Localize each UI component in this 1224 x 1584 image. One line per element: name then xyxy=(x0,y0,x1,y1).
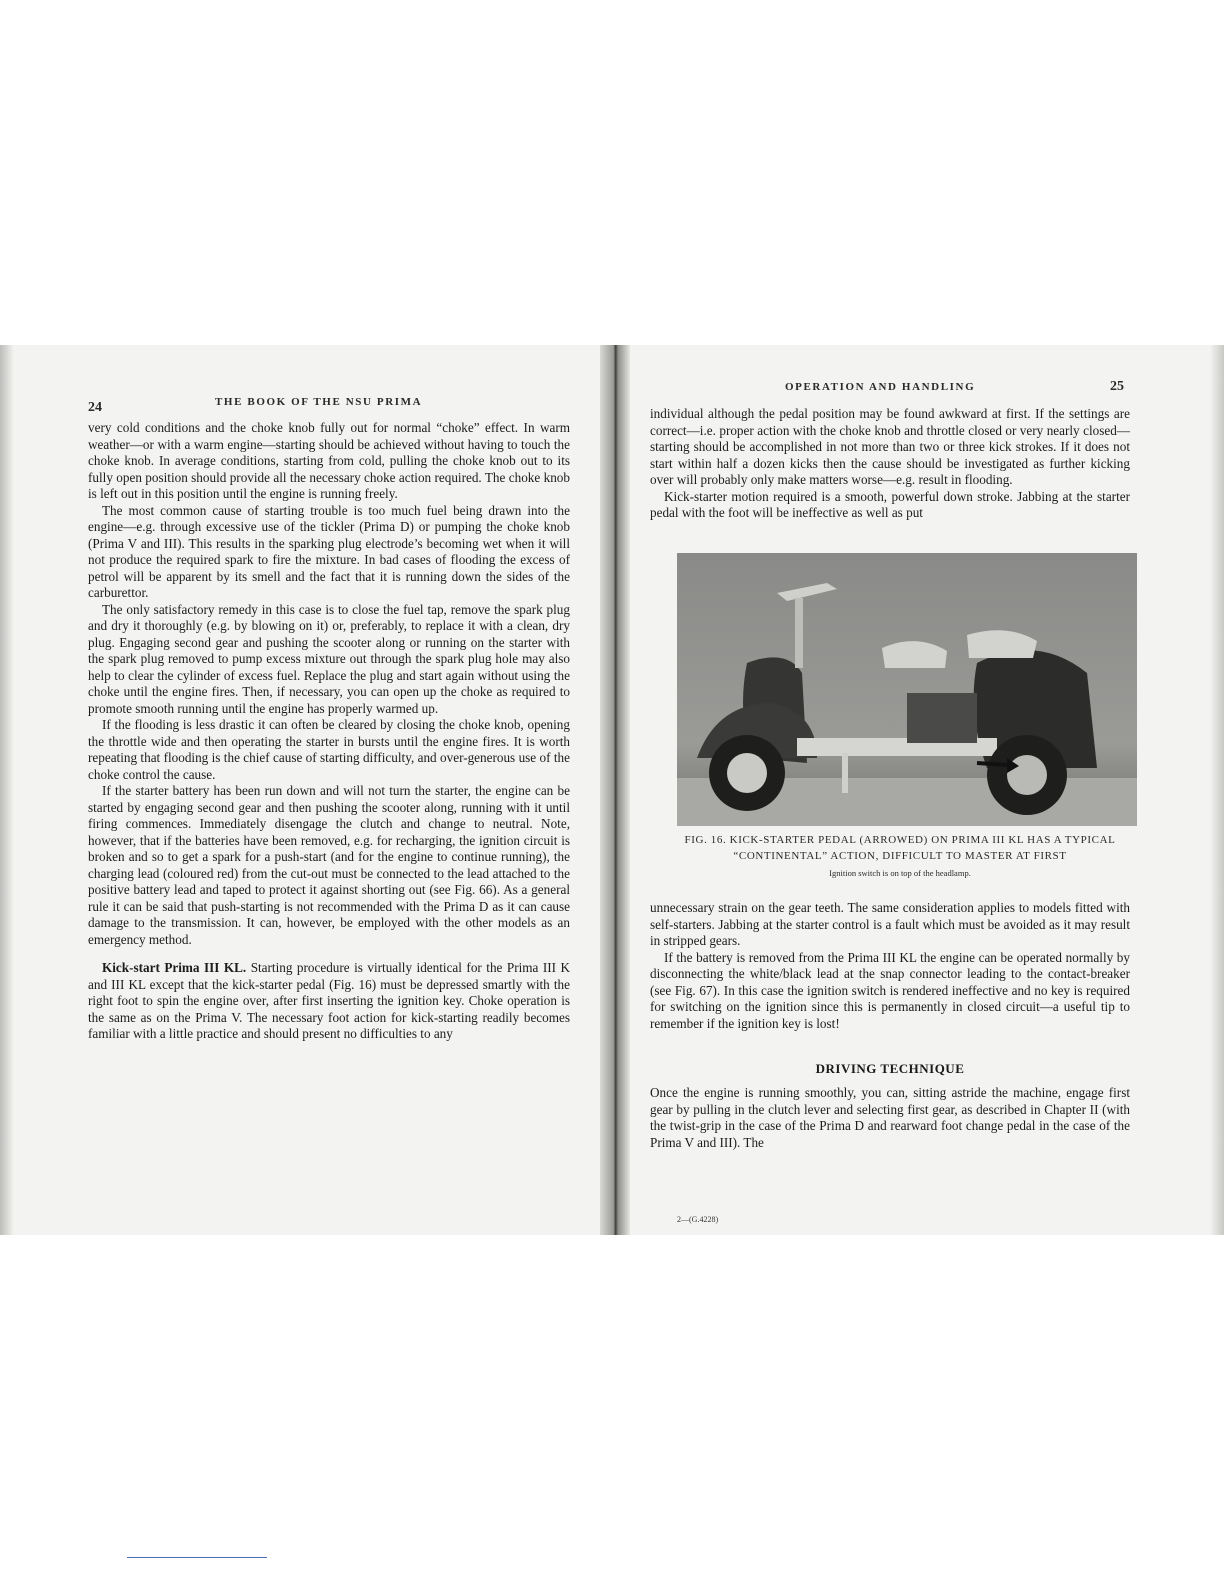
signature-mark: 2—(G.4228) xyxy=(677,1215,719,1224)
left-paragraph-2: The most common cause of starting trouble is too much fuel being drawn into the engine—e.g. through excessive use of the tickler (Prima D) or pumping the choke knob (Prima V and III). This results in the sparking plug electrode’s becoming wet when it will not produce the required spark to fire the mixture. In bad cases of flooding the excess of petrol will be apparent by its smell and the fact that it is running down the sides of the carburettor. xyxy=(88,502,570,600)
left-paragraph-3: The only satisfactory remedy in this case is to close the fuel tap, remove the spark plug and dry it thoroughly (e.g. by blowing on it) or, preferably, to replace it with a clean, dry plug. Engaging second gear and pushing the scooter along or running on the starter with the spark plug removed to pump excess mixture out through the spark plug hole may also help to clear the cylinder of excess fuel. Replace the plug and start again without using the choke until the engine fires. Then, if necessary, you can open up the choke as required to promote smooth running until the engine has properly warmed up. xyxy=(88,601,570,716)
left-page-number: 24 xyxy=(88,400,102,415)
right-page-number: 25 xyxy=(1110,379,1124,394)
right-paragraph-4: If the battery is removed from the Prima III KL the engine can be operated normally by disconnecting the white/black lead at the snap connector leading to the contact-breaker (see Fig. 67). In this case the ignition switch is rendered ineffective and no key is required for switching on the ignition since this is permanently in closed circuit—a useful tip to remember if the ignition key is lost! xyxy=(650,949,1130,1031)
figure-caption: FIG. 16. KICK-STARTER PEDAL (ARROWED) ON PRIMA III KL HAS A TYPICAL “CONTINENTAL” ACTION, DIFFICULT TO MASTER AT FIRST xyxy=(684,834,1116,862)
scooter-photo xyxy=(677,553,1137,826)
left-body-text xyxy=(88,420,570,1043)
left-paragraph-4: If the flooding is less drastic it can often be cleared by closing the choke knob, opening the throttle wide and then operating the starter in bursts until the engine fires. It is worth repeating that flooding is the chief cause of starting difficulty, and over-generous use of the choke control the cause. xyxy=(88,717,570,782)
figure-subcaption: Ignition switch is on top of the headlamp. xyxy=(829,868,971,878)
kick-start-paragraph xyxy=(88,960,570,1043)
right-paragraph-2: Kick-starter motion required is a smooth, powerful down stroke. Jabbing at the starter pedal with the foot will be ineffective as well as put xyxy=(650,488,1130,520)
left-running-head: THE BOOK OF THE NSU PRIMA xyxy=(215,396,423,408)
right-edge-shadow xyxy=(1210,345,1224,1235)
kick-start-heading: Kick-start Prima III KL. xyxy=(102,960,247,975)
left-paragraph-1: very cold conditions and the choke knob fully out for normal “choke” effect. In warm weather—or with a warm engine—starting should be achieved without having to touch the choke knob. In average conditions, starting from cold, pulling the choke knob out to its fully open position should provide all the necessary choke action required. The choke knob is left out in this position until the engine is running freely. xyxy=(88,420,570,501)
book-gutter xyxy=(600,345,630,1235)
section-text-block xyxy=(650,1085,1130,1151)
section-paragraph: Once the engine is running smoothly, you can, sitting astride the machine, engage first gear by pulling in the clutch lever and selecting first gear, as described in Chapter II (with the twist-grip in the case of the Prima D and rearward foot change pedal in the case of the Prima V and III). The xyxy=(650,1085,1130,1150)
section-heading: DRIVING TECHNIQUE xyxy=(815,1061,965,1076)
right-paragraph-3: unnecessary strain on the gear teeth. The same consideration applies to models fitted with self-starters. Jabbing at the starter control is a fault which must be avoided as it may result in stripped gears. xyxy=(650,900,1130,948)
right-body-text-bottom xyxy=(650,900,1130,1032)
scooter-illustration xyxy=(677,553,1137,826)
right-running-head: OPERATION AND HANDLING xyxy=(785,381,976,393)
right-paragraph-1: individual although the pedal position may be found awkward at first. If the settings are correct—i.e. proper action with the choke knob and throttle closed or very nearly closed—starting should be accomplished in not more than two or three kick strokes. If it does not start within half a dozen kicks then the cause should be investigated as further kicking over will probably only make matters worse—e.g. result in flooding. xyxy=(650,406,1130,487)
right-body-text-top xyxy=(650,406,1130,522)
bottom-rule xyxy=(127,1557,267,1558)
left-edge-shadow xyxy=(0,345,14,1235)
kick-start-text: Starting procedure is virtually identical for the Prima III K and III KL except that the kick-starter pedal (Fig. 16) must be depressed smartly with the right foot to spin the engine over, after first inserting the ignition key. Choke operation is the same as on the Prima V. The necessary foot action for kick-starting readily becomes familiar with a little practice and should present no difficulties to any xyxy=(88,960,571,1041)
left-paragraph-5: If the starter battery has been run down and will not turn the starter, the engine can be started by engaging second gear and then pushing the scooter along, running with it until firing commences. Immediately disengage the clutch and change to neutral. Note, however, that if the batteries have been removed, e.g. for recharging, the ignition circuit is broken and so to get a spark for a push-start (and for the engine to continue running), the charging lead (coloured red) from the cut-out must be connected to the lead attached to the positive battery lead and taped to protect it against shorting out (see Fig. 66). As a general rule it can be said that push-starting is not recommended with the Prima D as it can cause damage to the transmission. It can, however, be employed with the other models as an emergency method. xyxy=(88,783,570,947)
